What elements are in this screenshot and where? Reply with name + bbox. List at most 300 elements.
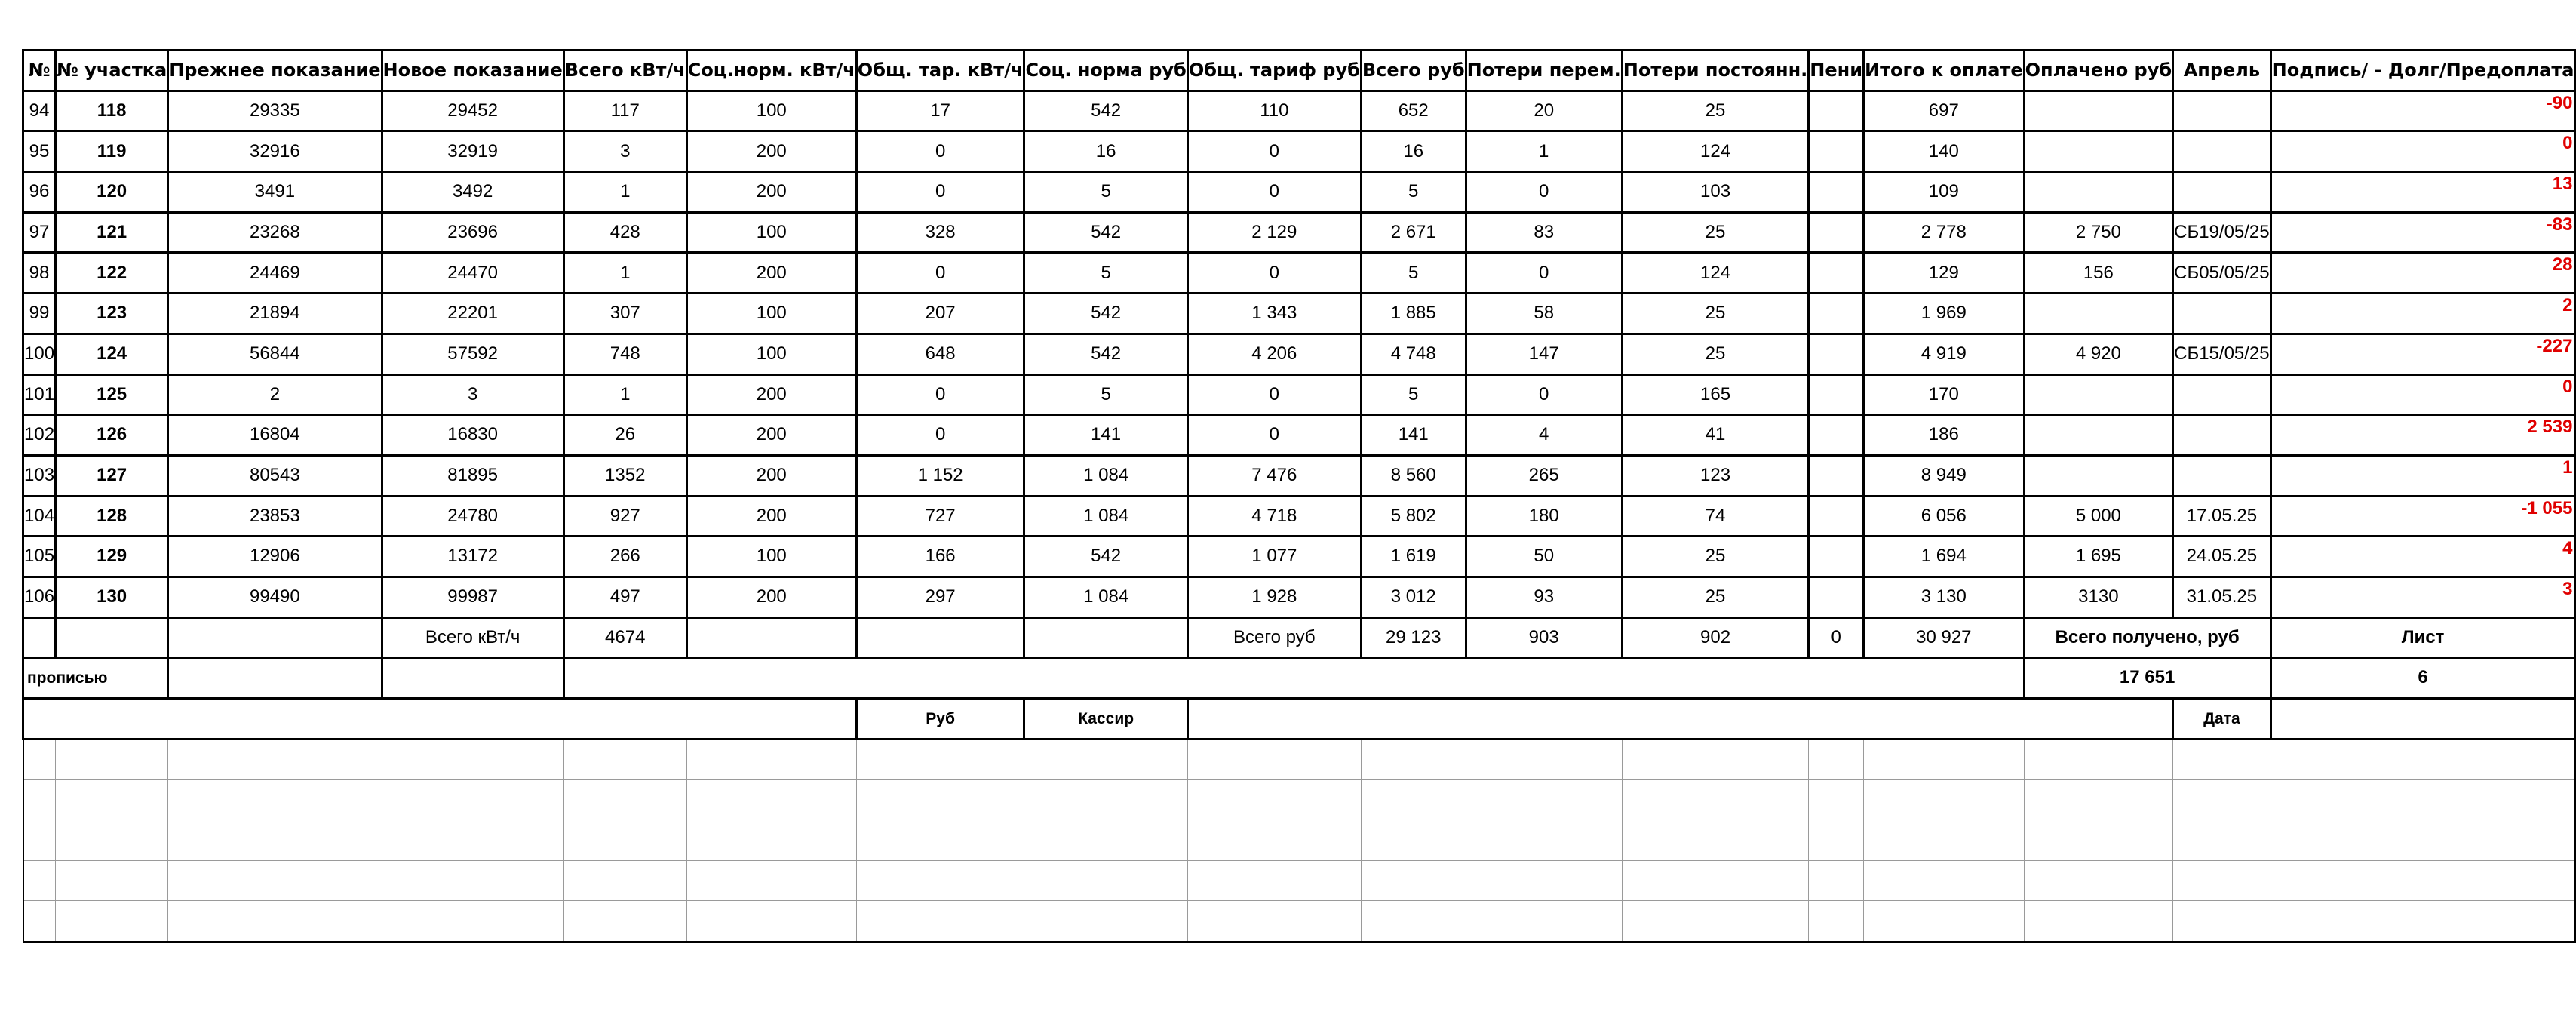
rub-total: 5 bbox=[1361, 253, 1466, 294]
cashier-row bbox=[23, 699, 2575, 740]
payment-date bbox=[2173, 294, 2271, 334]
penalty bbox=[1809, 577, 1864, 617]
rub-total: 16 bbox=[1361, 131, 1466, 172]
blank-cell bbox=[1864, 901, 2025, 942]
row-number: 105 bbox=[23, 537, 56, 577]
kwh-total: 117 bbox=[563, 91, 686, 131]
blank-cell bbox=[1622, 901, 1809, 942]
blank-cell bbox=[686, 860, 856, 901]
blank-cell bbox=[382, 901, 563, 942]
to-pay: 3 130 bbox=[1864, 577, 2025, 617]
table-row bbox=[23, 91, 2575, 131]
kwh-total: 307 bbox=[563, 294, 686, 334]
to-pay: 186 bbox=[1864, 415, 2025, 456]
blank-cell bbox=[1024, 780, 1187, 820]
soc-norm-kwh: 200 bbox=[686, 374, 856, 415]
row-number: 102 bbox=[23, 415, 56, 456]
gen-tariff-kwh: 0 bbox=[856, 374, 1024, 415]
paid-amount bbox=[2024, 131, 2173, 172]
loss-const: 25 bbox=[1622, 334, 1809, 374]
loss-var: 147 bbox=[1466, 334, 1622, 374]
new-reading: 32919 bbox=[382, 131, 563, 172]
blank-cell bbox=[1024, 860, 1187, 901]
lot-number: 123 bbox=[56, 294, 168, 334]
gen-tariff-rub: 4 206 bbox=[1187, 334, 1361, 374]
blank-row bbox=[23, 739, 2575, 780]
blank-cell bbox=[563, 780, 686, 820]
header-rub-total: Всего руб bbox=[1361, 51, 1466, 91]
prev-reading: 56844 bbox=[168, 334, 382, 374]
soc-norm-rub: 5 bbox=[1024, 374, 1187, 415]
payment-date: 31.05.25 bbox=[2173, 577, 2271, 617]
kwh-total: 497 bbox=[563, 577, 686, 617]
table-row bbox=[23, 496, 2575, 537]
blank-row bbox=[23, 901, 2575, 942]
blank-cell bbox=[23, 860, 56, 901]
paid-amount: 4 920 bbox=[2024, 334, 2173, 374]
gen-tariff-rub: 0 bbox=[1187, 172, 1361, 213]
blank-cell bbox=[1187, 820, 1361, 861]
gen-tariff-kwh: 0 bbox=[856, 172, 1024, 213]
balance-value: 2 539 bbox=[2271, 415, 2575, 456]
blank-cell bbox=[2271, 860, 2575, 901]
header-gen-tariff-kwh: Общ. тар. кВт/ч bbox=[856, 51, 1024, 91]
kwh-total: 26 bbox=[563, 415, 686, 456]
blank-cell bbox=[168, 860, 382, 901]
penalty bbox=[1809, 131, 1864, 172]
soc-norm-rub: 1 084 bbox=[1024, 496, 1187, 537]
blank-cell bbox=[1622, 739, 1809, 780]
blank-cell bbox=[1809, 901, 1864, 942]
gen-tariff-kwh: 207 bbox=[856, 294, 1024, 334]
paid-amount bbox=[2024, 374, 2173, 415]
rub-total: 5 bbox=[1361, 172, 1466, 213]
blank-cell bbox=[2173, 780, 2271, 820]
blank-cell bbox=[1622, 780, 1809, 820]
payment-date: СБ15/05/25 bbox=[2173, 334, 2271, 374]
prev-reading: 99490 bbox=[168, 577, 382, 617]
header-paid: Оплачено руб bbox=[2024, 51, 2173, 91]
gen-tariff-kwh: 297 bbox=[856, 577, 1024, 617]
loss-var: 93 bbox=[1466, 577, 1622, 617]
lot-number: 124 bbox=[56, 334, 168, 374]
blank-cell bbox=[1622, 820, 1809, 861]
paid-amount: 156 bbox=[2024, 253, 2173, 294]
row-number: 98 bbox=[23, 253, 56, 294]
paid-amount bbox=[2024, 415, 2173, 456]
payment-date bbox=[2173, 172, 2271, 213]
paid-amount bbox=[2024, 294, 2173, 334]
kwh-total: 927 bbox=[563, 496, 686, 537]
loss-var: 20 bbox=[1466, 91, 1622, 131]
kwh-total: 748 bbox=[563, 334, 686, 374]
header-penalty: Пени bbox=[1809, 51, 1864, 91]
blank-cell bbox=[2271, 901, 2575, 942]
row-number: 96 bbox=[23, 172, 56, 213]
to-pay: 140 bbox=[1864, 131, 2025, 172]
header-prev-reading: Прежнее показание bbox=[168, 51, 382, 91]
blank-cell bbox=[686, 901, 856, 942]
paid-amount bbox=[2024, 455, 2173, 496]
balance-value: 1 bbox=[2271, 455, 2575, 496]
soc-norm-rub: 1 084 bbox=[1024, 577, 1187, 617]
row-number: 100 bbox=[23, 334, 56, 374]
loss-var: 58 bbox=[1466, 294, 1622, 334]
totals-row bbox=[23, 617, 2575, 658]
balance-value: 4 bbox=[2271, 537, 2575, 577]
blank-cell bbox=[563, 739, 686, 780]
soc-norm-rub: 542 bbox=[1024, 537, 1187, 577]
blank-cell bbox=[168, 820, 382, 861]
total-rub-value: 29 123 bbox=[1361, 617, 1466, 658]
kwh-total: 428 bbox=[563, 212, 686, 253]
gen-tariff-rub: 1 077 bbox=[1187, 537, 1361, 577]
paid-amount bbox=[2024, 91, 2173, 131]
soc-norm-kwh: 200 bbox=[686, 577, 856, 617]
kwh-total: 1 bbox=[563, 374, 686, 415]
balance-value: 2 bbox=[2271, 294, 2575, 334]
table-row bbox=[23, 334, 2575, 374]
sheet-label: Лист bbox=[2271, 617, 2575, 658]
blank-cell bbox=[382, 820, 563, 861]
total-penalty: 0 bbox=[1809, 617, 1864, 658]
lot-number: 127 bbox=[56, 455, 168, 496]
blank-cell bbox=[2024, 860, 2173, 901]
payment-date bbox=[2173, 374, 2271, 415]
kwh-total: 1352 bbox=[563, 455, 686, 496]
blank-cell bbox=[2024, 901, 2173, 942]
blank-cell bbox=[1187, 780, 1361, 820]
blank-cell bbox=[1187, 739, 1361, 780]
prev-reading: 29335 bbox=[168, 91, 382, 131]
words-row bbox=[23, 658, 2575, 699]
row-number: 99 bbox=[23, 294, 56, 334]
blank-cell bbox=[1361, 860, 1466, 901]
total-loss-var: 903 bbox=[1466, 617, 1622, 658]
payment-ledger-table bbox=[22, 49, 2576, 943]
total-to-pay: 30 927 bbox=[1864, 617, 2025, 658]
new-reading: 3492 bbox=[382, 172, 563, 213]
blank-cell bbox=[856, 820, 1024, 861]
new-reading: 3 bbox=[382, 374, 563, 415]
lot-number: 129 bbox=[56, 537, 168, 577]
lot-number: 130 bbox=[56, 577, 168, 617]
loss-const: 123 bbox=[1622, 455, 1809, 496]
loss-const: 25 bbox=[1622, 577, 1809, 617]
to-pay: 2 778 bbox=[1864, 212, 2025, 253]
loss-const: 25 bbox=[1622, 91, 1809, 131]
rub-total: 3 012 bbox=[1361, 577, 1466, 617]
loss-const: 103 bbox=[1622, 172, 1809, 213]
words-label: прописью bbox=[23, 658, 168, 699]
header-row bbox=[23, 51, 2575, 91]
blank-cell bbox=[2024, 820, 2173, 861]
loss-const: 41 bbox=[1622, 415, 1809, 456]
gen-tariff-kwh: 727 bbox=[856, 496, 1024, 537]
new-reading: 24470 bbox=[382, 253, 563, 294]
new-reading: 29452 bbox=[382, 91, 563, 131]
header-signature: Подпись/ - Долг/Предоплата bbox=[2271, 51, 2575, 91]
prev-reading: 16804 bbox=[168, 415, 382, 456]
to-pay: 1 969 bbox=[1864, 294, 2025, 334]
gen-tariff-rub: 7 476 bbox=[1187, 455, 1361, 496]
blank-cell bbox=[1361, 901, 1466, 942]
soc-norm-kwh: 200 bbox=[686, 131, 856, 172]
new-reading: 57592 bbox=[382, 334, 563, 374]
date-field bbox=[2271, 699, 2575, 740]
loss-var: 50 bbox=[1466, 537, 1622, 577]
rub-total: 5 802 bbox=[1361, 496, 1466, 537]
total-loss-const: 902 bbox=[1622, 617, 1809, 658]
loss-const: 165 bbox=[1622, 374, 1809, 415]
blank-cell bbox=[1809, 739, 1864, 780]
balance-value: 13 bbox=[2271, 172, 2575, 213]
header-gen-tariff-rub: Общ. тариф руб bbox=[1187, 51, 1361, 91]
soc-norm-kwh: 100 bbox=[686, 537, 856, 577]
lot-number: 118 bbox=[56, 91, 168, 131]
blank-cell bbox=[1466, 739, 1622, 780]
balance-value: 0 bbox=[2271, 374, 2575, 415]
row-number: 103 bbox=[23, 455, 56, 496]
total-kwh-value: 4674 bbox=[563, 617, 686, 658]
rub-total: 4 748 bbox=[1361, 334, 1466, 374]
penalty bbox=[1809, 334, 1864, 374]
lot-number: 128 bbox=[56, 496, 168, 537]
paid-amount: 5 000 bbox=[2024, 496, 2173, 537]
penalty bbox=[1809, 253, 1864, 294]
soc-norm-kwh: 200 bbox=[686, 455, 856, 496]
prev-reading: 80543 bbox=[168, 455, 382, 496]
table-row bbox=[23, 455, 2575, 496]
rub-total: 141 bbox=[1361, 415, 1466, 456]
penalty bbox=[1809, 537, 1864, 577]
lot-number: 126 bbox=[56, 415, 168, 456]
blank-cell bbox=[1809, 820, 1864, 861]
kwh-total: 3 bbox=[563, 131, 686, 172]
blank-cell bbox=[2271, 739, 2575, 780]
header-month: Апрель bbox=[2173, 51, 2271, 91]
blank-row bbox=[23, 780, 2575, 820]
soc-norm-kwh: 200 bbox=[686, 253, 856, 294]
gen-tariff-kwh: 17 bbox=[856, 91, 1024, 131]
soc-norm-kwh: 100 bbox=[686, 91, 856, 131]
new-reading: 24780 bbox=[382, 496, 563, 537]
total-received-label: Всего получено, руб bbox=[2024, 617, 2271, 658]
gen-tariff-kwh: 0 bbox=[856, 415, 1024, 456]
loss-var: 0 bbox=[1466, 253, 1622, 294]
balance-value: -227 bbox=[2271, 334, 2575, 374]
soc-norm-rub: 5 bbox=[1024, 253, 1187, 294]
blank-cell bbox=[2271, 820, 2575, 861]
gen-tariff-rub: 110 bbox=[1187, 91, 1361, 131]
gen-tariff-rub: 0 bbox=[1187, 253, 1361, 294]
table-row bbox=[23, 212, 2575, 253]
total-kwh-label: Всего кВт/ч bbox=[382, 617, 563, 658]
rub-total: 2 671 bbox=[1361, 212, 1466, 253]
payment-date: СБ19/05/25 bbox=[2173, 212, 2271, 253]
row-number: 101 bbox=[23, 374, 56, 415]
blank-cell bbox=[686, 739, 856, 780]
blank-cell bbox=[856, 739, 1024, 780]
soc-norm-kwh: 200 bbox=[686, 496, 856, 537]
to-pay: 1 694 bbox=[1864, 537, 2025, 577]
blank-cell bbox=[56, 860, 168, 901]
blank-cell bbox=[2173, 860, 2271, 901]
blank-cell bbox=[382, 860, 563, 901]
total-rub-label: Всего руб bbox=[1187, 617, 1361, 658]
new-reading: 99987 bbox=[382, 577, 563, 617]
blank-cell bbox=[56, 780, 168, 820]
to-pay: 109 bbox=[1864, 172, 2025, 213]
blank-cell bbox=[563, 860, 686, 901]
blank-cell bbox=[23, 820, 56, 861]
new-reading: 16830 bbox=[382, 415, 563, 456]
payment-date bbox=[2173, 415, 2271, 456]
prev-reading: 21894 bbox=[168, 294, 382, 334]
blank-cell bbox=[2173, 820, 2271, 861]
words-field bbox=[563, 658, 2024, 699]
blank-cell bbox=[23, 780, 56, 820]
balance-value: 28 bbox=[2271, 253, 2575, 294]
penalty bbox=[1809, 294, 1864, 334]
lot-number: 120 bbox=[56, 172, 168, 213]
blank-cell bbox=[382, 739, 563, 780]
blank-cell bbox=[856, 860, 1024, 901]
table-row bbox=[23, 253, 2575, 294]
cashier-signature-field bbox=[1187, 699, 2172, 740]
gen-tariff-kwh: 648 bbox=[856, 334, 1024, 374]
loss-var: 180 bbox=[1466, 496, 1622, 537]
blank-cell bbox=[56, 739, 168, 780]
balance-value: -90 bbox=[2271, 91, 2575, 131]
cashier-label: Кассир bbox=[1024, 699, 1187, 740]
lot-number: 122 bbox=[56, 253, 168, 294]
table-row bbox=[23, 131, 2575, 172]
balance-value: 0 bbox=[2271, 131, 2575, 172]
rub-total: 652 bbox=[1361, 91, 1466, 131]
payment-date bbox=[2173, 455, 2271, 496]
gen-tariff-rub: 2 129 bbox=[1187, 212, 1361, 253]
to-pay: 8 949 bbox=[1864, 455, 2025, 496]
soc-norm-rub: 16 bbox=[1024, 131, 1187, 172]
blank-cell bbox=[856, 901, 1024, 942]
payment-date: СБ05/05/25 bbox=[2173, 253, 2271, 294]
new-reading: 23696 bbox=[382, 212, 563, 253]
blank-cell bbox=[2024, 780, 2173, 820]
to-pay: 129 bbox=[1864, 253, 2025, 294]
gen-tariff-kwh: 0 bbox=[856, 131, 1024, 172]
blank-cell bbox=[1024, 820, 1187, 861]
blank-cell bbox=[1024, 739, 1187, 780]
soc-norm-rub: 542 bbox=[1024, 212, 1187, 253]
gen-tariff-rub: 4 718 bbox=[1187, 496, 1361, 537]
blank-cell bbox=[56, 820, 168, 861]
blank-cell bbox=[23, 739, 56, 780]
rub-label: Руб bbox=[856, 699, 1024, 740]
blank-cell bbox=[1864, 739, 2025, 780]
to-pay: 697 bbox=[1864, 91, 2025, 131]
gen-tariff-rub: 0 bbox=[1187, 415, 1361, 456]
gen-tariff-kwh: 0 bbox=[856, 253, 1024, 294]
header-no: № bbox=[23, 51, 56, 91]
blank-row bbox=[23, 860, 2575, 901]
blank-cell bbox=[1864, 860, 2025, 901]
blank-cell bbox=[1466, 901, 1622, 942]
to-pay: 170 bbox=[1864, 374, 2025, 415]
header-loss-const: Потери постоянн. bbox=[1622, 51, 1809, 91]
gen-tariff-rub: 1 343 bbox=[1187, 294, 1361, 334]
penalty bbox=[1809, 91, 1864, 131]
new-reading: 22201 bbox=[382, 294, 563, 334]
blank-cell bbox=[168, 780, 382, 820]
penalty bbox=[1809, 374, 1864, 415]
blank-cell bbox=[563, 820, 686, 861]
loss-const: 25 bbox=[1622, 294, 1809, 334]
payment-date bbox=[2173, 91, 2271, 131]
cashier-sum-field bbox=[23, 699, 857, 740]
kwh-total: 266 bbox=[563, 537, 686, 577]
loss-const: 25 bbox=[1622, 537, 1809, 577]
blank-cell bbox=[1622, 860, 1809, 901]
loss-const: 124 bbox=[1622, 253, 1809, 294]
prev-reading: 2 bbox=[168, 374, 382, 415]
soc-norm-rub: 5 bbox=[1024, 172, 1187, 213]
soc-norm-kwh: 100 bbox=[686, 294, 856, 334]
table-row bbox=[23, 374, 2575, 415]
penalty bbox=[1809, 172, 1864, 213]
blank-cell bbox=[1361, 739, 1466, 780]
blank-cell bbox=[168, 739, 382, 780]
blank-cell bbox=[1864, 780, 2025, 820]
balance-value: 3 bbox=[2271, 577, 2575, 617]
rub-total: 8 560 bbox=[1361, 455, 1466, 496]
soc-norm-rub: 542 bbox=[1024, 91, 1187, 131]
lot-number: 121 bbox=[56, 212, 168, 253]
row-number: 97 bbox=[23, 212, 56, 253]
blank-row bbox=[23, 820, 2575, 861]
paid-amount: 2 750 bbox=[2024, 212, 2173, 253]
header-to-pay: Итого к оплате bbox=[1864, 51, 2025, 91]
blank-cell bbox=[1466, 820, 1622, 861]
row-number: 95 bbox=[23, 131, 56, 172]
table-row bbox=[23, 294, 2575, 334]
balance-value: -83 bbox=[2271, 212, 2575, 253]
header-lot: № участка bbox=[56, 51, 168, 91]
soc-norm-kwh: 100 bbox=[686, 334, 856, 374]
loss-var: 0 bbox=[1466, 374, 1622, 415]
blank-cell bbox=[1864, 820, 2025, 861]
prev-reading: 23268 bbox=[168, 212, 382, 253]
gen-tariff-kwh: 1 152 bbox=[856, 455, 1024, 496]
blank-cell bbox=[2271, 780, 2575, 820]
prev-reading: 23853 bbox=[168, 496, 382, 537]
prev-reading: 32916 bbox=[168, 131, 382, 172]
gen-tariff-rub: 0 bbox=[1187, 131, 1361, 172]
table-row bbox=[23, 577, 2575, 617]
blank-cell bbox=[2024, 739, 2173, 780]
soc-norm-rub: 1 084 bbox=[1024, 455, 1187, 496]
paid-amount bbox=[2024, 172, 2173, 213]
table-row bbox=[23, 537, 2575, 577]
total-received-value: 17 651 bbox=[2024, 658, 2271, 699]
rub-total: 1 885 bbox=[1361, 294, 1466, 334]
penalty bbox=[1809, 455, 1864, 496]
penalty bbox=[1809, 496, 1864, 537]
blank-cell bbox=[1361, 820, 1466, 861]
new-reading: 13172 bbox=[382, 537, 563, 577]
loss-var: 265 bbox=[1466, 455, 1622, 496]
blank-cell bbox=[56, 901, 168, 942]
